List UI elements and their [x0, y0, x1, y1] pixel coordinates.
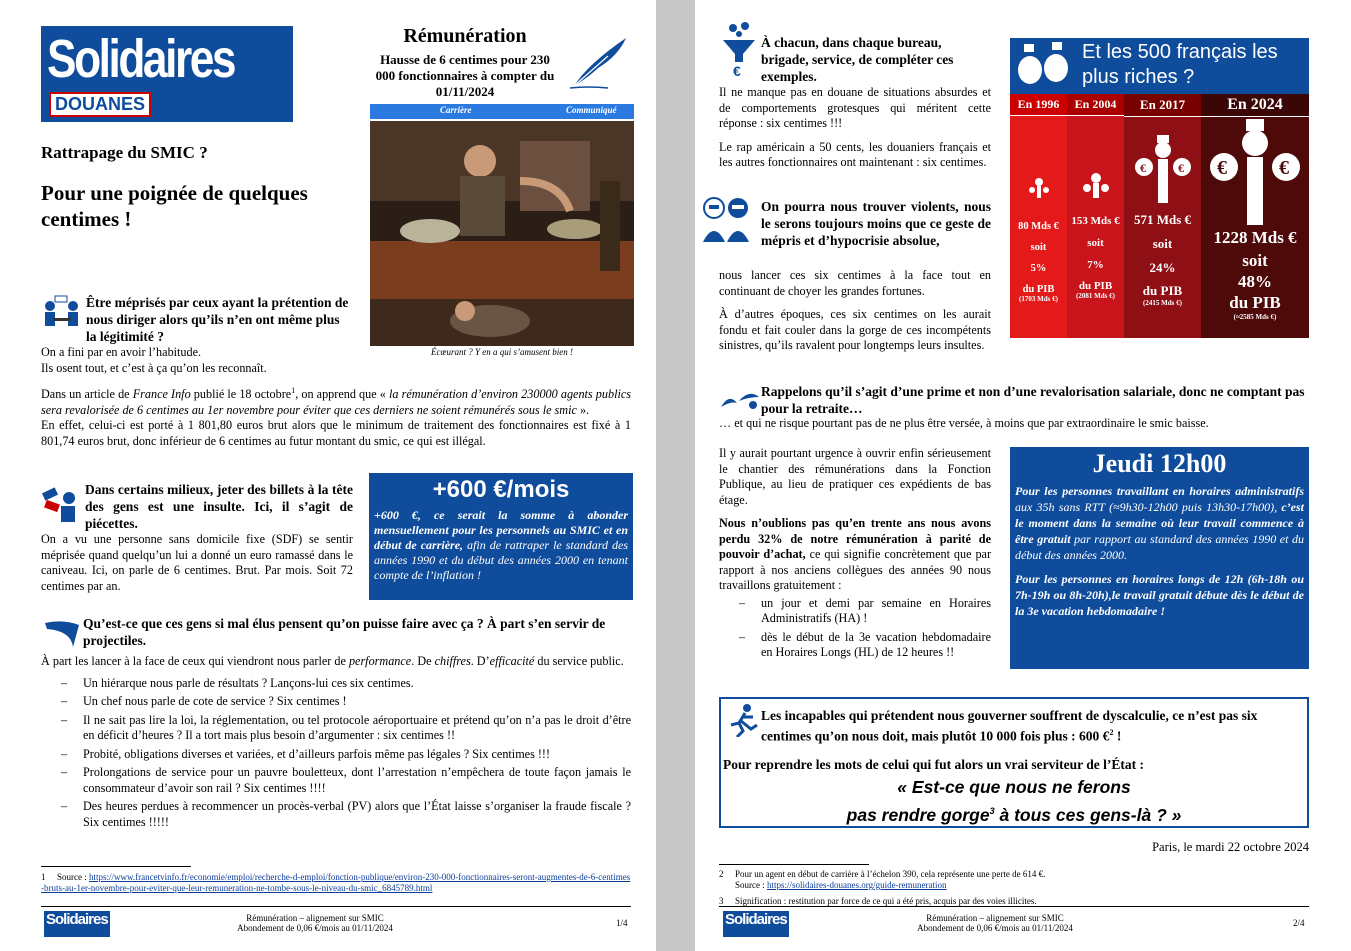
final-p1-end: ! [1113, 728, 1122, 744]
s2-body: On a vu une personne sans domicile fixe (SDF) se sentir méprisée quand quelqu’un lui a donné un euro ramassé dans le caniveau. Ici, on parle de 6 centimes. Brut. Par mois. Soit 72 centimes par an. [41, 532, 353, 593]
col-year: En 1996 [1010, 94, 1067, 116]
list-item: – Il ne sait pas lire la loi, la réglementation, ou tel protocole aéroportuaire et prétend qu’on n’a pas le droit d’être en déficit d’heures ? Il a tort mais plus besoin d’argumenter : six centimes !! [41, 713, 631, 744]
s1-p4: En effet, celui-ci est porté à 1 801,80 euros brut alors que le minimum de traitement des fonctionnaires est fixé à 1 801,74 euros brut, donc inférieur de 6 centimes au futur montant du smic, ce qui est illégal. [41, 418, 631, 448]
richest-col-1996 [1010, 94, 1067, 338]
col-amount: 80 Mds € [1018, 221, 1059, 232]
footnote-ref-1: 1 [291, 386, 296, 395]
box-600-bold: +600 €, ce serait la somme à abonder mensuellement pour les personnels au SMIC et en début de carrière, [374, 508, 628, 552]
svg-text:€: € [1217, 157, 1227, 179]
category-band [370, 104, 634, 119]
band-communique: Communiqué [566, 105, 617, 115]
col-soit: soit [1242, 251, 1268, 270]
s1-p3 [41, 383, 631, 418]
jeudi-title: Jeudi 12h00 [1092, 449, 1227, 478]
svg-text:€: € [1279, 157, 1289, 179]
richest-col-2004 [1067, 94, 1124, 338]
p2-s1-p2: Le rap américain a 50 cents, les douaniers français et les autres fonctionnaires ont maintenant : six centimes. [719, 139, 991, 169]
s3-chiffres: chiffres [434, 654, 471, 668]
footnote-1-num: 1 [41, 872, 46, 882]
doc-title: Rémunération [403, 25, 527, 47]
footnote-divider [719, 864, 869, 865]
s1-p3-d: ». [576, 402, 590, 417]
jeudi-box [1010, 447, 1309, 669]
photo-caption: Écœurant ? Y en a qui s’amusent bien ! [431, 347, 573, 357]
s1-p3-source: France Info [132, 387, 191, 402]
logo-subtext: DOUANES [49, 92, 151, 117]
footnote-ref-3: 3 [989, 806, 995, 816]
s3-p1-d: du service public. [534, 654, 624, 668]
birds-icon [719, 387, 761, 413]
s1-p3-c: , on apprend que « [295, 387, 390, 402]
s3-efficacite: efficacité [489, 654, 535, 668]
footnote-ref-2: 2 [1109, 728, 1114, 737]
s1-p1: On a fini par en avoir l’habitude. [41, 345, 202, 359]
moneybag-icon [1029, 176, 1049, 200]
heading-rattrapage: Rattrapage du SMIC ? [41, 143, 208, 162]
footer-divider [719, 906, 1309, 907]
footer-logo: Solidaires [44, 911, 110, 937]
p2-s1-body [719, 85, 991, 171]
list-item: – un jour et demi par semaine en Horaires Administratifs (HA) ! [719, 596, 991, 627]
jeudi-p1-d: par rapport au standard des années 1990 et du début des années 2000. [1015, 532, 1304, 562]
footnote-2-label: Source : [735, 880, 767, 890]
s3-p1-a: À part les lancer à la face de ceux qui viendront nous parler de [41, 654, 349, 668]
col-pib: (≈2585 Mds €) [1233, 313, 1277, 321]
s1-p3-b: publié le 18 octobre [190, 387, 292, 402]
footnote-3-num: 3 [719, 896, 724, 906]
box-600-title: +600 €/mois [432, 476, 570, 503]
jeudi-p2: Pour les personnes en horaires longs de 12h (6h-18h ou 7h-19h ou 8h-20h),le travail gratuit débute dès le début de la 3e vacation hebdomadaire ! [1015, 572, 1304, 618]
page-number: 2/4 [1293, 918, 1305, 928]
p2-s2-heading: On pourra nous trouver violents, nous le serons toujours moins que ce geste de mépris et d’hypocrisie absolue, [761, 199, 991, 248]
footnote-1-link[interactable]: https://www.francetvinfo.fr/economie/emploi/recherche-d-emploi/fonction-publique/environ-230-000-fonctionnaires-seront-augmentes-de-6-centimes-bruts-au-1er-novembre-pour-eviter-que-leur-remuneration-ne-tombe-sous-le-niveau-du-smic_6845789.html [41, 872, 631, 893]
two-faces-icon [699, 192, 753, 244]
col-percent: 48% [1238, 272, 1272, 291]
footnote-2 [719, 869, 1309, 907]
footnote-3-text: Signification : restitution par force de ce qui a été pris, acquis par des voies illicites. [735, 896, 1037, 906]
col-amount: 571 Mds € [1133, 212, 1192, 227]
col-year: En 2017 [1124, 94, 1201, 117]
moneybag-icon [1083, 172, 1109, 200]
col-pib: (2415 Mds €) [1143, 299, 1182, 307]
s3-p1-c: . D’ [470, 654, 490, 668]
svg-text:€: € [733, 63, 741, 78]
s3-heading: Qu’est-ce que ces gens si mal élus pensent qu’on puisse faire avec ça ? À part s’en servir de projectiles. [83, 616, 606, 648]
footnote-2-num: 2 [719, 869, 724, 879]
s1-p3-quote: la rémunération d’environ 230000 agents publics sera revalorisée de 6 centimes au 1er novembre pour éviter que ces derniers ne soient rémunérés sous le smic [41, 387, 632, 417]
col-pib: (1703 Mds €) [1019, 295, 1058, 303]
footer-line-2: Abondement de 0,06 €/mois au 01/11/2024 [237, 923, 393, 933]
footer-line-1: Rémunération – alignement sur SMIC [246, 913, 384, 923]
final-quote-line-1: « Est-ce que nous ne ferons [897, 777, 1131, 797]
box-600-euros [369, 473, 633, 600]
footnote-2-text: Pour un agent en début de carrière à l’échelon 390, cela représente une perte de 614 €. [735, 869, 1046, 879]
col-soit: soit [1087, 237, 1104, 249]
date-line: Paris, le mardi 22 octobre 2024 [1152, 840, 1309, 854]
jeudi-p1-b: aux 35h sans RTT (≈9h30-12h00 puis 13h30-17h00), [1015, 500, 1282, 514]
footer-text [220, 913, 410, 933]
s3-list [41, 676, 631, 831]
final-p1-text: Les incapables qui prétendent nous gouverner souffrent de dyscalculie, ce n’est pas six centimes qu’on nous doit, mais plutôt 10 000 fois plus : 600 € [761, 708, 1258, 744]
final-quote-2a: pas rendre gorge [846, 804, 990, 825]
boomerang-icon [43, 617, 83, 649]
running-man-icon [727, 703, 759, 737]
col-amount: 1228 Mds € [1213, 228, 1297, 247]
footer-text [900, 913, 1090, 933]
final-quote-2b: à tous ces gens-là ? » [994, 804, 1182, 825]
p2-s2-body [719, 268, 991, 354]
footnote-1-label: Source : [57, 872, 89, 882]
main-heading: Pour une poignée de quelques centimes ! [41, 181, 308, 231]
col-percent: 24% [1149, 260, 1176, 275]
col-soit: soit [1030, 242, 1047, 253]
quill-icon [568, 34, 632, 90]
p2-s3-body [719, 446, 991, 664]
s3-p1-b: . De [411, 654, 435, 668]
s1-body [41, 345, 631, 449]
p2-s1-heading: À chacun, dans chaque bureau, brigade, service, de compléter ces exemples. [761, 35, 954, 84]
p2-s2-p1: nous lancer ces six centimes à la face tout en continuant de choyer les grandes fortunes. [719, 268, 991, 298]
meeting-people-icon [41, 294, 83, 334]
col-soit: soit [1152, 236, 1173, 251]
final-box [719, 697, 1309, 828]
page-2 [695, 0, 1351, 951]
list-item: – Un chef nous parle de cote de service ? Six centimes ! [41, 694, 631, 710]
p2-s3-intro: … et qui ne risque pourtant pas de ne plus être versée, à moins que par extraordinaire le smic baisse. [719, 416, 1209, 430]
jeudi-p1-c: c’est le moment dans la semaine où leur travail commence à être gratuit [1015, 500, 1304, 546]
list-item: – Probité, obligations diverses et variées, et d’ailleurs parfois même pas légales ? Six centimes !!! [41, 747, 631, 763]
footer-line-2: Abondement de 0,06 €/mois au 01/11/2024 [917, 923, 1073, 933]
col-year: En 2004 [1067, 94, 1124, 116]
box-600-body [369, 504, 633, 583]
s3-p1 [41, 654, 631, 670]
p2-s2-p2: À d’autres époques, ces six centimes on les aurait fondu et fait couler dans la gorge de ces incompétents sinistres, qu’ils ravalent pour longtemps leurs insultes. [719, 307, 991, 352]
p2-s1-p1: Il ne manque pas en douane de situations absurdes et de comportements grotesques qui méritent cette réponse : six centimes !!! [719, 85, 991, 130]
col-percent: 5% [1030, 263, 1047, 274]
list-item: – Prolongations de service pour un pauvre bouletteux, dont l’arrestation n’empêchera de toute façon jamais le consommateur d’avoir son rail ? Six centimes !!!! [41, 765, 631, 796]
final-quote-line-2 [721, 799, 1307, 827]
p2-s3-p3-rest: ce qui signifie concrètement que par rapport à nos anciens collègues des années 90 nous travaillons gratuitement : [719, 547, 992, 592]
richest-title: Et les 500 français les plus riches ? [1082, 41, 1278, 88]
richest-col-2024 [1201, 94, 1309, 338]
band-career: Carrière [440, 105, 472, 115]
col-year: En 2024 [1201, 94, 1309, 117]
jeudi-p1-a: Pour les personnes travaillant en horaires administratifs [1015, 484, 1304, 498]
col-du-pib: du PIB [1229, 293, 1281, 312]
list-item: – Un hiérarque nous parle de résultats ? Lançons-lui ces six centimes. [41, 676, 631, 692]
col-amount: 153 Mds € [1071, 215, 1120, 227]
footnote-divider [41, 866, 191, 867]
final-p1 [761, 707, 1305, 745]
final-quote [721, 775, 1307, 827]
p2-s3-heading: Rappelons qu’il s’agit d’une prime et non d’une revalorisation salariale, donc ne comptant pas pour la retraite… [761, 384, 1305, 416]
p2-s3-p2: Il y aurait pourtant urgence à ouvrir enfin sérieusement le chantier des rémunérations dans la Fonction Publique, au lieu de pratiquer ces expédients de bas étage. [719, 446, 991, 507]
s3-body [41, 654, 631, 833]
footnote-1 [41, 872, 631, 894]
p2-s3-list [719, 596, 991, 661]
film-still-image [370, 121, 634, 346]
footer-divider [41, 906, 631, 907]
s1-p3-a: Dans un article de [41, 387, 133, 402]
s2-heading: Dans certains milieux, jeter des billets à la tête des gens est une insulte. Ici, il s’agit de piécettes. [85, 482, 353, 531]
final-p2: Pour reprendre les mots de celui qui fut alors un vrai serviteur de l’État : [723, 757, 1144, 772]
p2-s3-p3-bold: Nous n’oublions pas qu’en trente ans nous avons perdu 32% de notre rémunération à parité de pouvoir d’achat, [719, 516, 991, 561]
page-number: 1/4 [616, 918, 628, 928]
richest-columns [1010, 94, 1309, 338]
moneybag-icon [1210, 119, 1300, 227]
svg-text:€: € [1177, 161, 1184, 175]
funnel-euro-icon [719, 22, 759, 78]
solidaires-douanes-logo [41, 26, 293, 122]
page-1 [0, 0, 656, 951]
col-du-pib: du PIB [1078, 280, 1113, 292]
footer-line-1: Rémunération – alignement sur SMIC [926, 913, 1064, 923]
moneybag-icon [1135, 135, 1191, 205]
jeudi-p1 [1010, 479, 1309, 563]
footnote-2-link[interactable]: https://solidaires-douanes.org/guide-remuneration [767, 880, 947, 890]
pig-icon [1014, 42, 1070, 90]
s1-p2: Ils osent tout, et c’est à ça qu’on les reconnaît. [41, 360, 267, 375]
box-600-rest: afin de rattraper le standard des années 1990 et du début des années 2000 en tenant compte de l’inflation ! [374, 538, 628, 582]
svg-text:€: € [1139, 161, 1146, 175]
footer-logo: Solidaires [723, 911, 789, 937]
richest-header [1010, 38, 1309, 94]
list-item: – Des heures perdues à recommencer un procès-verbal (PV) alors que l’État laisse s’organiser la fraude fiscale ? Six centimes !!!!! [41, 799, 631, 830]
col-du-pib: du PIB [1022, 284, 1055, 295]
col-pib: (2081 Mds €) [1076, 292, 1115, 300]
list-item: – dès le début de la 3e vacation hebdomadaire en Horaires Longs (HL) de 12 heures !! [719, 630, 991, 661]
col-percent: 7% [1087, 259, 1104, 271]
s3-performance: performance [348, 654, 412, 668]
banknote-thrower-icon [41, 484, 79, 524]
richest-500-box [1010, 38, 1309, 338]
doc-subtitle: Hausse de 6 centimes pour 230 000 fonctionnaires à compter du 01/11/2024 [375, 52, 555, 99]
logo-text: Solidaires [47, 29, 235, 89]
s1-heading: Être méprisés par ceux ayant la prétention de nous diriger alors qu’ils n’en ont même plus la légitimité ? [86, 295, 349, 344]
p2-s3-p3 [719, 516, 991, 594]
col-du-pib: du PIB [1142, 283, 1183, 298]
richest-col-2017 [1124, 94, 1201, 338]
